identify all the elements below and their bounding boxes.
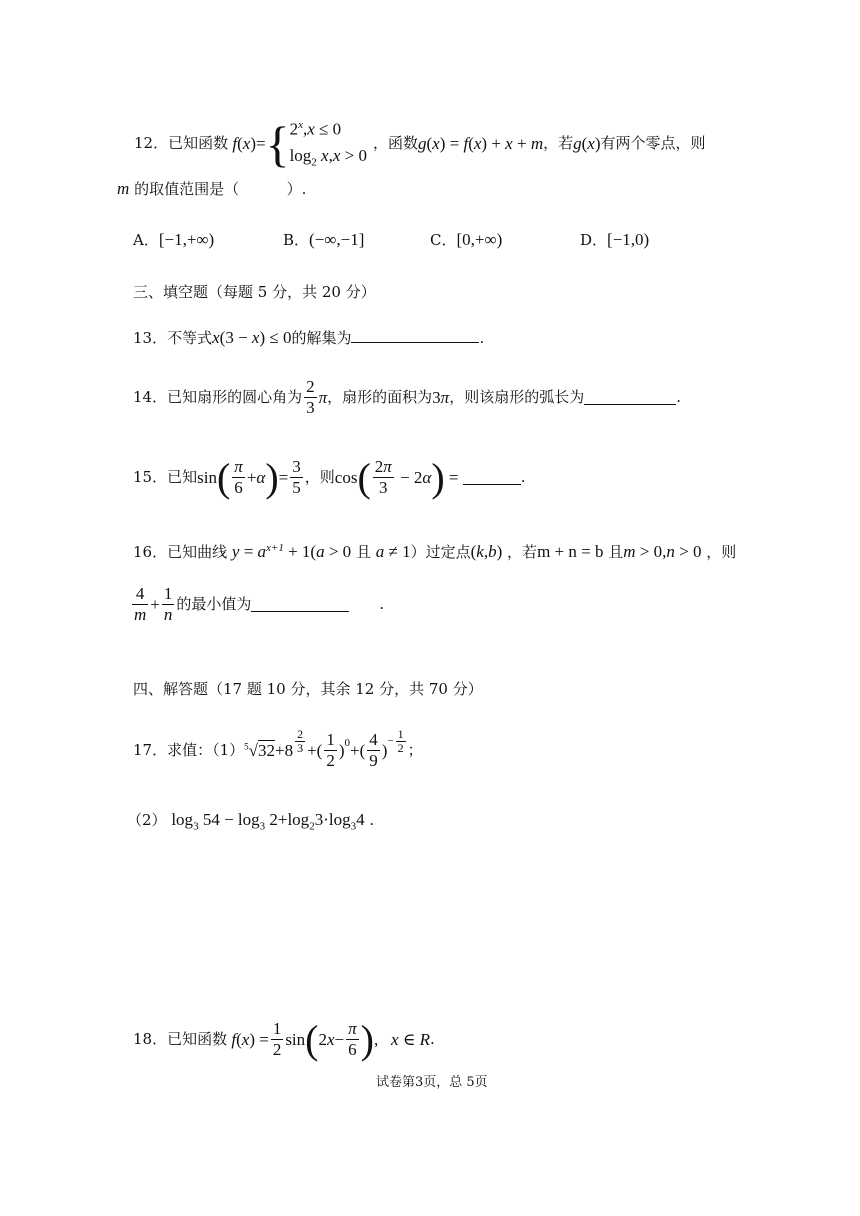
q12-text-2: ，函数 (372, 134, 418, 153)
q12-line1: 12． 已知函数 f ( x )= { $2^x,x \le 0$ $\log_2 x,x > 0$ ，函数 g ( x ) = f ( x ) + x + m ，若 g ( x ) 有两个零点，则 (134, 112, 706, 175)
q14-number: 14． (133, 388, 168, 406)
choice-c: C．[0,+∞) (430, 230, 503, 249)
q13: 13．不等式x(3 − x) ≤ 0的解集为 . (133, 328, 485, 347)
section-3-heading: 三、填空题（每题 5 分，共 20 分） (133, 283, 376, 301)
choice-c-value: [0,+∞) (456, 230, 503, 249)
q16-answer-blank[interactable] (251, 597, 349, 612)
q16-text-7: 的最小值为 (176, 595, 252, 613)
q12-brace: { (265, 115, 290, 172)
q14: 14． 已知扇形的圆心角为 $\frac{2}{3}$ π ，扇形的面积为 3 π ，则该扇形的弧长为 . (133, 377, 681, 417)
q14-text-1: 已知扇形的圆心角为 (167, 388, 303, 406)
q17-radical: $^5$√32 (244, 741, 275, 760)
q15-text-2: ，则 (304, 468, 335, 486)
q12-text-4: 有两个零点，则 (600, 134, 706, 153)
q18-number: 18． (133, 1030, 168, 1048)
q12-f-def: f (228, 134, 238, 154)
q16-text-1: 已知曲线 (167, 543, 228, 561)
q12-text-1: 已知函数 (168, 134, 229, 153)
q12-number: 12． (134, 134, 169, 153)
q13-answer-blank[interactable] (351, 328, 479, 343)
q12-choices (133, 231, 693, 251)
q13-number: 13． (133, 329, 168, 347)
q17-part2: （2） $\log_3 54 - \log_3 2+\log_23\cdot\log_34$ . (127, 810, 375, 833)
q12-g-ref: g (573, 134, 582, 154)
page-footer: 试卷第3页，总 5页 (376, 1075, 488, 1090)
q14-answer-blank[interactable] (584, 390, 676, 405)
q18-text-1: 已知函数 (167, 1030, 228, 1048)
choice-b-value: (−∞,−1] (309, 230, 365, 249)
q12-text-3: ，若 (543, 134, 574, 153)
q17-number: 17． (133, 741, 168, 759)
choice-d: D．[−1,0) (580, 230, 650, 249)
q17-part1: 17． 求值：（1） $^5$√32 +8 $\frac{2}{3}$ +( $\frac{1}{2}$ ) $^0$ +( $\frac{4}{9}$ ) − $\frac{1}{2}$ ； (133, 727, 423, 770)
q16-text-5: 且 (608, 543, 624, 561)
q12-g-def: g (418, 134, 427, 154)
q15: 15． 已知 sin ( $\frac{\pi}{6}$ + α ) = $\frac{3}{5}$ ，则 cos ( $\frac{2\pi}{3}$ − 2 α ) = . (133, 454, 526, 500)
q17-text-1: 求值：（1） (167, 741, 245, 759)
q16-text-2: 且 (355, 543, 371, 561)
q16-line2: $\frac{4}{m}$ + $\frac{1}{n}$ 的最小值为 . (134, 584, 385, 624)
q14-text-3: ，则该扇形的弧长为 (449, 388, 585, 406)
q15-answer-blank[interactable] (463, 470, 521, 485)
q16-text-3: ）过定点 (410, 543, 471, 561)
q16-text-6: ，则 (706, 543, 737, 561)
q13-text-1: 不等式 (167, 329, 213, 347)
q16-text-4: ，若 (507, 543, 538, 561)
q17-part2-label: （2） (127, 811, 167, 829)
choice-a-value: [−1,+∞) (158, 230, 215, 249)
choice-b: B．(−∞,−1] (283, 230, 365, 249)
q13-text-2: 的解集为 (291, 329, 352, 347)
q15-text-1: 已知 (167, 468, 198, 486)
q16-line1: 16．已知曲线 $y = a^{x+1} + 1(a > 0$ 且 a ≠ 1）过定点(k,b) ，若m + n = b 且m > 0,n > 0 ，则 (133, 542, 737, 561)
q12-line2-b: ）. (286, 180, 307, 198)
q15-value-fraction: $\frac{3}{5}$ (292, 457, 301, 497)
choice-a: A．[−1,+∞) (133, 230, 215, 249)
q14-angle-fraction: $\frac{2}{3}$ (306, 377, 315, 417)
q16-number: 16． (133, 543, 168, 561)
q15-number: 15． (133, 468, 168, 486)
section-4-heading: 四、解答题（17 题 10 分，其余 12 分，共 70 分） (133, 680, 483, 698)
q18: 18． 已知函数 f ( x ) = $\frac{1}{2}$ sin ( 2 x − $\frac{\pi}{6}$ ) , x ∈ R . (133, 1016, 435, 1062)
q12-line2 (117, 180, 306, 197)
q12-line2-a: 的取值范围是（ (134, 180, 240, 198)
choice-d-value: [−1,0) (607, 230, 650, 249)
q14-text-2: ，扇形的面积为 (327, 388, 433, 406)
q12-cases: $2^x,x \le 0$ $\log_2 x,x > 0$ (289, 119, 367, 169)
q12-m-var: m (117, 179, 130, 198)
